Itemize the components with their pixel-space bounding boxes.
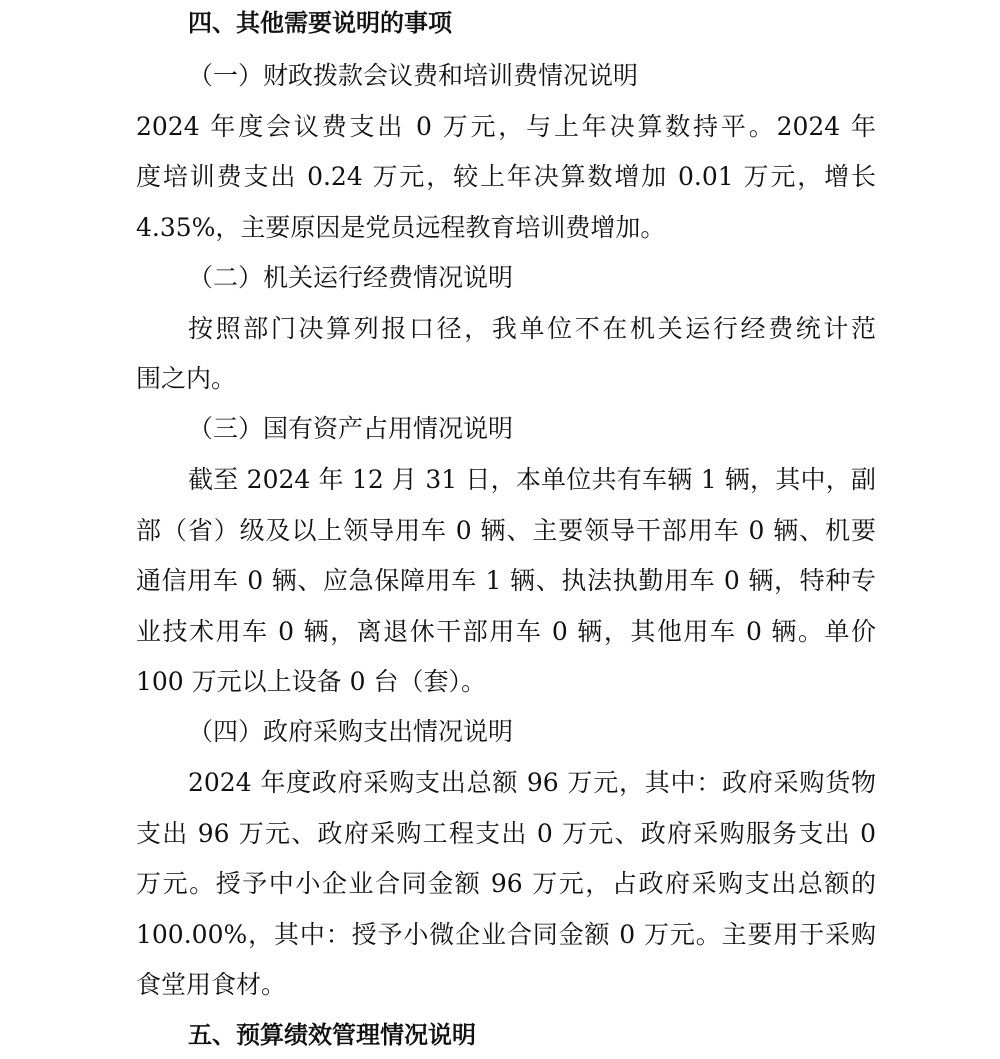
- paragraph-line: 度培训费支出 0.24 万元，较上年决算数增加 0.01 万元，增长: [136, 162, 876, 191]
- paragraph-line: 100.00%，其中：授予小微企业合同金额 0 万元。主要用于采购: [136, 920, 876, 949]
- section-5-heading: 五、预算绩效管理情况说明: [188, 1021, 476, 1049]
- paragraph-line: 部（省）级及以上领导用车 0 辆、主要领导干部用车 0 辆、机要: [136, 516, 876, 545]
- subsection-4-title: （四）政府采购支出情况说明: [188, 717, 514, 746]
- paragraph-line: 2024 年度政府采购支出总额 96 万元，其中：政府采购货物: [188, 768, 876, 797]
- paragraph-line: 万元。授予中小企业合同金额 96 万元，占政府采购支出总额的: [136, 869, 876, 898]
- paragraph-line: 围之内。: [136, 364, 237, 393]
- paragraph-line: 按照部门决算列报口径，我单位不在机关运行经费统计范: [188, 314, 876, 343]
- paragraph-line: 4.35%，主要原因是党员远程教育培训费增加。: [136, 213, 666, 242]
- subsection-2-title: （二）机关运行经费情况说明: [188, 263, 514, 292]
- paragraph-line: 2024 年度会议费支出 0 万元，与上年决算数持平。2024 年: [136, 112, 876, 141]
- paragraph-line: 截至 2024 年 12 月 31 日，本单位共有车辆 1 辆，其中，副: [188, 465, 876, 494]
- paragraph-line: 食堂用食材。: [136, 970, 287, 999]
- paragraph-line: 100 万元以上设备 0 台（套）。: [136, 667, 486, 696]
- paragraph-line: 通信用车 0 辆、应急保障用车 1 辆、执法执勤用车 0 辆，特种专: [136, 566, 876, 595]
- section-4-heading: 四、其他需要说明的事项: [188, 9, 452, 37]
- subsection-1-title: （一）财政拨款会议费和培训费情况说明: [188, 61, 639, 90]
- paragraph-line: 业技术用车 0 辆，离退休干部用车 0 辆，其他用车 0 辆。单价: [136, 617, 876, 646]
- subsection-3-title: （三）国有资产占用情况说明: [188, 414, 514, 443]
- paragraph-line: 支出 96 万元、政府采购工程支出 0 万元、政府采购服务支出 0: [136, 819, 876, 848]
